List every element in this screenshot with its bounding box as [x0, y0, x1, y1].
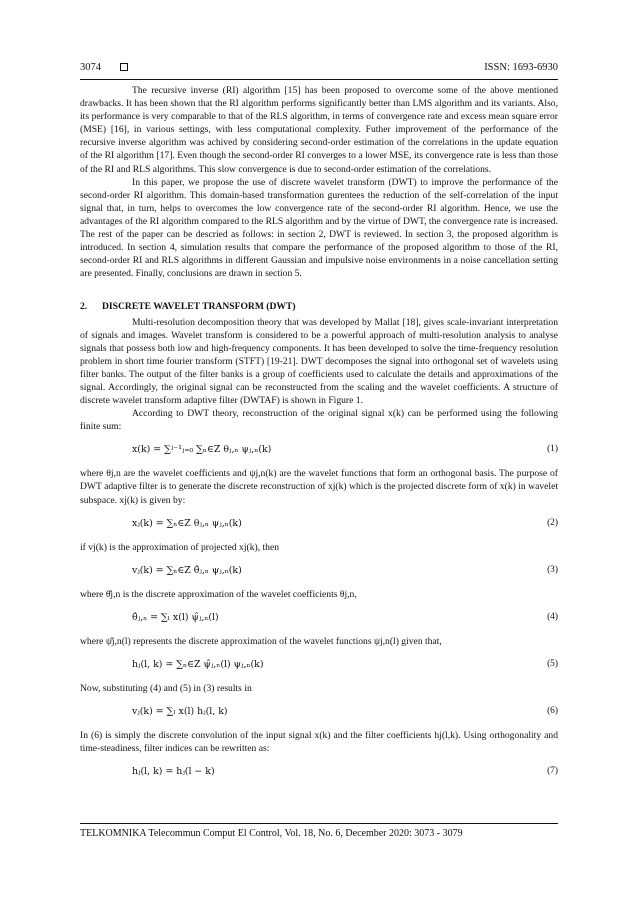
equation-number: (5) — [547, 658, 558, 669]
paragraph-2: In this paper, we propose the use of discrete wavelet transform (DWT) to improve the performance of the second-order RI algorithm. This domain-based transformation gurentees the reduction of the self-correlation of the input signal that, in turn, helps to overcomes the low convergence rate of the second-order RI algorithm. Hence, we use the advantages of the RI algorithm compared to the RLS algorithm and by the virtue of DWT, the convergence rate is increased. The rest of the paper can be descried as follows: in section 2, DWT is reviewed. In section 3, the proposed algorithm is introduced. In section 4, simulation results that compare the performance of the proposed algorithm to those of the RI, second-order RI and RLS algorithms in different Gaussian and impulsive noise environments in a noise cancellation setting are presented. Finally, conclusions are drawn in section 5. — [80, 176, 558, 280]
equation-expression: hⱼ(l, k) = hⱼ(l − k) — [132, 766, 215, 778]
equation-number: (2) — [547, 517, 558, 528]
footer-rule — [80, 823, 558, 824]
section-title: DISCRETE WAVELET TRANSFORM (DWT) — [102, 301, 296, 313]
equation-number: (4) — [547, 611, 558, 622]
equation-2 — [80, 517, 558, 530]
equation-4 — [80, 611, 558, 624]
equation-expression: xⱼ(k) = ∑ₙ∈Z θⱼ,ₙ ψⱼ,ₙ(k) — [132, 517, 242, 529]
equation-number: (6) — [547, 706, 558, 716]
paragraph-9: Now, substituting (4) and (5) in (3) results in — [80, 682, 252, 694]
section-number: 2. — [80, 301, 88, 313]
equation-7 — [80, 765, 558, 778]
equation-5 — [80, 658, 558, 671]
paragraph-3: Multi-resolution decomposition theory that was developed by Mallat [18], gives scale-invariant interpretation of signals and images. Wavelet transform is considered to be a powerful approach of multi-resolution analysis to analyse signals that possess both low and high-frequency components. It has been developed to solve the time-frequency resolution problem in short time fourier transform (STFT) [19-21]. DWT decomposes the signal into orthogonal set of wavelets using filter banks. The output of the filter banks is a group of coefficients used to calculate the details and approximations of the signal. Accordingly, the original signal can be reconstructed from the scaling and the wavelet coefficients. A structure of discrete wavelet transform adaptive filter (DWTAF) is shown in Figure 1. — [80, 316, 558, 407]
equation-number: (3) — [547, 564, 558, 575]
issn: ISSN: 1693-6930 — [484, 62, 558, 73]
equation-expression: vⱼ(k) = ∑ₗ x(l) hⱼ(l, k) — [132, 706, 228, 717]
paragraph-4: According to DWT theory, reconstruction of the original signal x(k) can be performed using the following finite sum: — [80, 408, 558, 433]
equation-expression: vⱼ(k) = ∑ₙ∈Z θ̂ⱼ,ₙ ψⱼ,ₙ(k) — [132, 564, 242, 576]
section-heading — [80, 300, 558, 313]
page-header — [80, 62, 558, 78]
page-number: 3074 — [80, 62, 101, 73]
paragraph-10: In (6) is simply the discrete convolution of the input signal x(k) and the filter coefficients hj(l,k). Using orthogonality and time-steadiness, filter indices can be rewritten as: — [80, 730, 558, 755]
paragraph-7: where θ̂j,n is the discrete approximation of the wavelet coefficients θj,n, — [80, 588, 357, 600]
journal-citation: TELKOMNIKA Telecommun Comput El Control, Vol. 18, No. 6, December 2020: 3073 - 3079 — [80, 828, 463, 839]
equation-6 — [80, 705, 558, 718]
equation-expression: x(k) = ∑ʲ⁻¹ⱼ₌₀ ∑ₙ∈Z θⱼ,ₙ ψⱼ,ₙ(k) — [132, 444, 272, 456]
paragraph-6: if vj(k) is the approximation of projected xj(k), then — [80, 541, 280, 553]
box-icon — [120, 63, 128, 71]
paragraph-1: The recursive inverse (RI) algorithm [15] has been proposed to overcome some of the above mentioned drawbacks. It has been shown that the RI algorithm performs significantly better than LMS algorithm and its variants. Also, its performance is very comparable to that of the RLS algorithm, in terms of convergence rate and excess mean square error (MSE) [16], in various settings, with less computational complexity. Futher improvement of the performance of the recursive inverse algorithm was achived by considering second-order estimation of the correlations in the update equation of the RI algorithm [17]. Even though the second-order RI converges to a lower MSE, its convergence rate is less than those of the RI and RLS algorithms. This slow convergence is due to second-order estimation of the correlations. — [80, 85, 558, 175]
equation-1 — [80, 443, 558, 456]
paragraph-5: where θj,n are the wavelet coefficients and ψj,n(k) are the wavelet functions that form an orthogonal basis. The purpose of DWT adaptive filter is to generate the discrete reconstruction of xj(k) which is the projected discrete form of x(k) in wavelet subspace. xj(k) is given by: — [80, 468, 558, 506]
equation-number: (1) — [547, 444, 558, 455]
equation-expression: θ̂ⱼ,ₙ = ∑ₗ x(l) ψ̂ⱼ,ₙ(l) — [132, 611, 219, 623]
equation-3 — [80, 564, 558, 577]
page-body — [80, 84, 558, 789]
header-rule — [80, 79, 558, 80]
equation-expression: hⱼ(l, k) = ∑ₙ∈Z ψ̂ⱼ,ₙ(l) ψⱼ,ₙ(k) — [132, 658, 264, 670]
paragraph-8: where ψ̂j,n(l) represents the discrete approximation of the wavelet functions ψj,n(l) given that, — [80, 635, 442, 647]
equation-number: (7) — [547, 766, 558, 777]
